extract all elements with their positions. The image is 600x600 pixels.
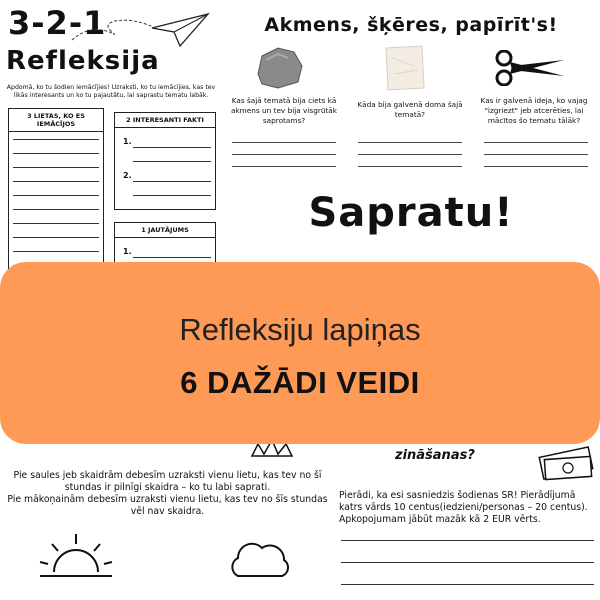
scissors-answer-lines [484, 142, 588, 172]
knowledge-answer-lines [341, 540, 594, 596]
paper-icon [382, 44, 428, 92]
writing-lines [13, 139, 99, 270]
sheet-knowledge-proof [335, 440, 600, 600]
paper-answer-lines [358, 142, 462, 172]
interesting-facts-header: 2 INTERESANTI FAKTI [115, 113, 215, 128]
sheet-321-title: 3-2-1 [8, 4, 107, 42]
one-question-header: 1 JAUTĀJUMS [115, 223, 215, 238]
banner-subtitle: 6 DAŽĀDI VEIDI [180, 365, 420, 400]
promo-banner [0, 262, 600, 444]
sheet-321-instructions: Apdomā, ko tu šodien iemācījies! Uzraksti, ko tu iemācījies, kas tev likās interesants un ko tu pajautātu, lai saprastu tematu labāk. [6, 84, 216, 99]
knowledge-instruction: Pierādi, ka esi sasniedzis šodienas SR! Pierādījumā katrs vārds 10 centus(iedzieni/personas – 20 centus). Apkopojumam jābūt mazāk kā 2 EUR vērts. [339, 490, 588, 525]
rock-icon [252, 44, 306, 90]
rps-title: Akmens, šķēres, papīrīt's! [264, 14, 558, 36]
rock-answer-lines [232, 142, 336, 172]
fact-number-2: 2. [123, 171, 132, 180]
money-icon [535, 442, 597, 482]
sun-instruction: Pie saules jeb skaidrām debesīm uzraksti vienu lietu, kas tev no šī stundas ir pilnīgi skaidra – ko tu labi saprati. [13, 470, 322, 493]
fact-number-1: 1. [123, 137, 132, 146]
sheet-sun-cloud [0, 440, 335, 600]
rock-question: Kas šajā tematā bija ciets kā akmens un tev bija visgrūtāk saprotams? [230, 96, 338, 125]
sun-icon [36, 528, 116, 580]
interesting-facts-box [114, 112, 216, 210]
sheet-321-subtitle: Refleksija [6, 46, 160, 76]
paper-question: Kāda bija galvenā doma šajā tematā? [357, 100, 463, 119]
dashed-flight-path-icon [70, 10, 160, 50]
banner-title: Refleksiju lapiņas [179, 312, 421, 347]
cloud-instruction: Pie mākoņainām debesīm uzraksti vienu lietu, kas tev no šīs stundas vēl nav skaidra. [7, 494, 328, 517]
sheet-rock-paper-scissors [222, 0, 600, 270]
learned-things-box [8, 108, 104, 270]
knowledge-title: zināšanas? [395, 448, 475, 463]
cloud-icon [226, 536, 294, 582]
paper-plane-icon [150, 12, 210, 48]
scissors-question: Kas ir galvenā ideja, ko vajag "izgriezt" jeb atcerēties, lai mācītos šo tematu tālāk? [480, 96, 588, 125]
sapratu-heading: Sapratu! [308, 190, 514, 236]
sheet-321-reflection [0, 0, 222, 270]
scissors-icon [494, 50, 566, 86]
question-number-1: 1. [123, 247, 132, 256]
learned-things-header: 3 LIETAS, KO ES IEMĀCĪJOS [9, 109, 103, 132]
